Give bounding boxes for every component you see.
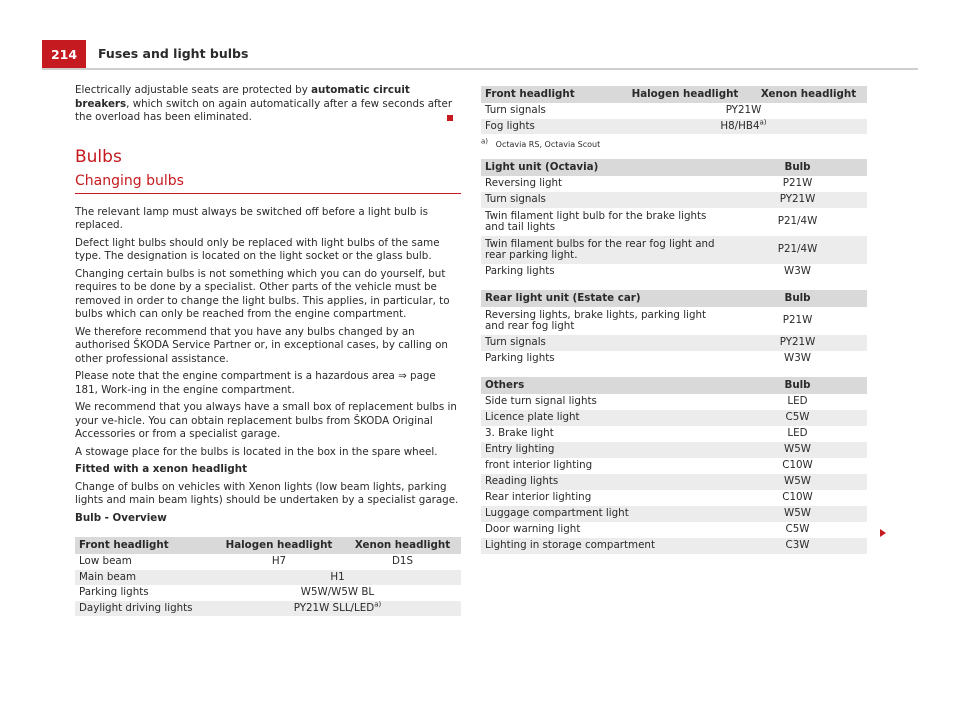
table-header-row: Front headlight Halogen headlight Xenon headlight xyxy=(481,86,867,103)
table-row: Turn signals PY21W xyxy=(481,335,867,351)
continue-arrow-icon xyxy=(880,529,886,537)
table-row: Reading lights W5W xyxy=(481,474,867,490)
table-row: Main beam H1 xyxy=(75,570,461,586)
table-row: Daylight driving lights PY21W SLL/LED$^{a)}$ xyxy=(75,601,461,617)
header-rule xyxy=(42,68,918,70)
intro-bold-term: automatic circuit breakers xyxy=(75,84,410,110)
table-row: Turn signals PY21W xyxy=(481,192,867,208)
table-row: 3. Brake light LED xyxy=(485,427,808,440)
table-row: Twin filament light bulb for the brake lights and tail lights P21/4W xyxy=(485,209,818,233)
footnote: $^{a)}$ Octavia RS, Octavia Scout xyxy=(481,137,601,149)
footnote-mark: a) xyxy=(481,137,489,146)
table-row: Low beam H7 D1S xyxy=(79,555,413,567)
table-header-row: Front headlight Halogen headlight Xenon headlight xyxy=(75,537,461,554)
table-row: Reversing light P21W xyxy=(485,177,813,190)
footnote-ref: a) xyxy=(759,118,767,127)
table-row: Door warning light C5W xyxy=(485,523,810,536)
footnote-ref: a) xyxy=(374,600,382,609)
table-row: Reversing lights, brake lights, parking light and rear fog light P21W xyxy=(485,308,813,332)
paragraph: The relevant lamp must always be switched off before a light bulb is replaced. xyxy=(75,205,428,231)
front-headlight-table-continued xyxy=(481,86,867,134)
page-title: Fuses and light bulbs xyxy=(98,46,249,61)
table-row: Parking lights W3W xyxy=(485,352,811,365)
table-row: front interior lighting C10W xyxy=(485,459,813,472)
front-headlight-table xyxy=(75,537,461,616)
table-row: Twin filament bulbs for the rear fog light and rear parking light. P21/4W xyxy=(481,236,867,264)
others-bulb-table xyxy=(481,377,867,554)
table-row: Side turn signal lights LED xyxy=(485,395,808,408)
paragraph: Changing certain bulbs is not something which you can do yourself, but requires to be done by a specialist. Other parts of the vehicle must be removed in order to change the light bulbs. This applies, in particular, to bulbs which can only be reached from the engine compartment. xyxy=(75,267,450,320)
table-row: Lighting in storage compartment C3W xyxy=(481,538,867,554)
table-header-row: Others Bulb xyxy=(481,377,867,394)
right-column xyxy=(481,86,867,554)
paragraph: We recommend that you always have a small box of replacement bulbs in your ve-hicle. You can obtain replacement bulbs from ŠKODA Original Accessories or from a specialist garage. xyxy=(75,401,457,440)
table-header-row: Rear light unit (Estate car) Bulb xyxy=(481,290,867,307)
xenon-heading: Fitted with a xenon headlight xyxy=(75,463,248,475)
section-title: Bulbs xyxy=(75,146,122,167)
table-header-row: Light unit (Octavia) Bulb xyxy=(481,159,867,176)
paragraph: A stowage place for the bulbs is located in the box in the spare wheel. xyxy=(75,445,438,458)
overview-heading: Bulb - Overview xyxy=(75,511,167,524)
estate-light-unit-table xyxy=(481,290,867,367)
table-row: Parking lights W3W xyxy=(485,265,811,278)
table-row: Licence plate light C5W xyxy=(481,410,867,426)
paragraph: We therefore recommend that you have any bulbs changed by an authorised ŠKODA Service Partner or, in exceptional cases, by calling on other professional assistance. xyxy=(75,325,448,365)
paragraph: Defect light bulbs should only be replaced with light bulbs of the same type. The designation is located on the light socket or the glass bulb. xyxy=(75,236,440,262)
page-header xyxy=(42,40,918,68)
paragraph: Change of bulbs on vehicles with Xenon lights (low beam lights, parking lights and main beam lights) should be undertaken by a specialist garage. xyxy=(75,480,459,506)
left-column xyxy=(75,84,461,616)
table-row: Fog lights H8/HB4$^{a)}$ xyxy=(481,119,867,135)
table-row: Turn signals PY21W xyxy=(485,104,762,116)
table-row: Rear interior lighting C10W xyxy=(485,491,813,504)
subsection-title: Changing bulbs xyxy=(75,173,461,194)
table-row: Entry lighting W5W xyxy=(481,442,867,458)
table-row: Luggage compartment light W5W xyxy=(481,506,867,522)
intro-paragraph: Electrically adjustable seats are protected by automatic circuit breakers, which switch on again automatically after a few seconds after the overload has been eliminated. xyxy=(75,84,453,123)
page-number: 214 xyxy=(42,40,86,68)
table-row: Parking lights W5W/W5W BL xyxy=(79,586,375,598)
paragraph-page-reference: Please note that the engine compartment is a hazardous area ⇒ page 181, Work-ing in the engine compartment. xyxy=(75,370,436,396)
octavia-light-unit-table xyxy=(481,159,867,280)
